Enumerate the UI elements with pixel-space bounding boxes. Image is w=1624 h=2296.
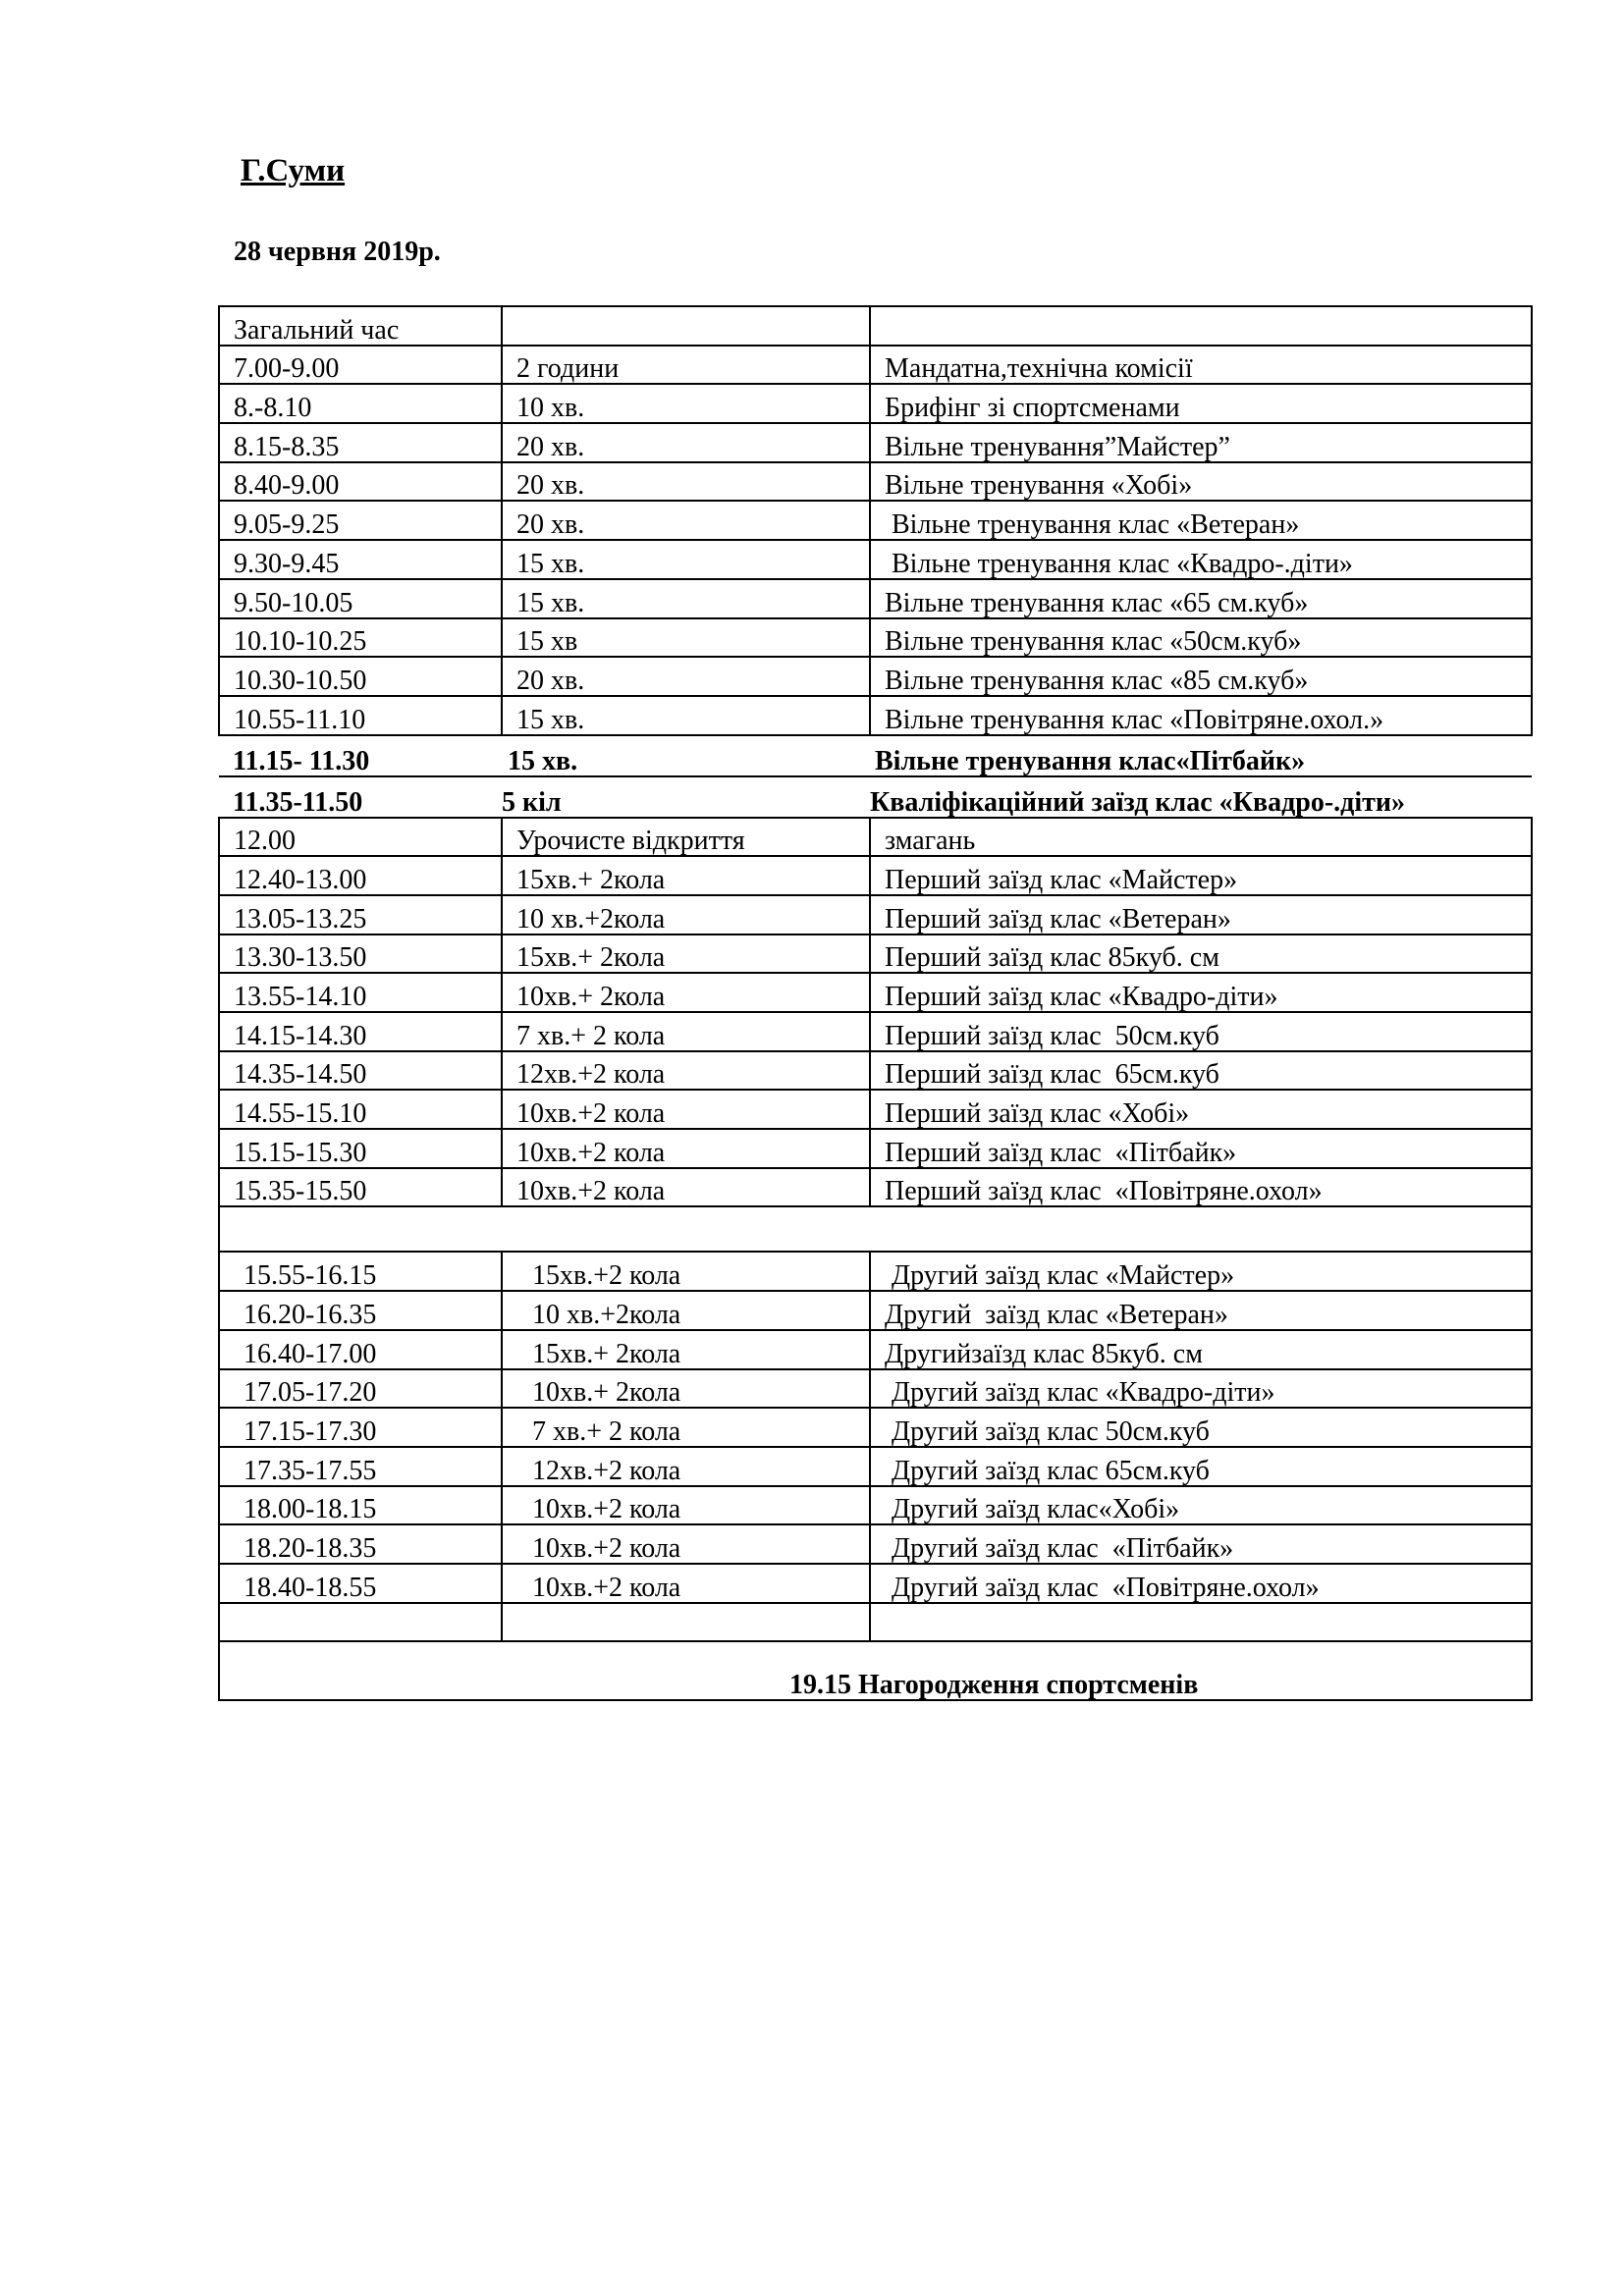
event-cell: Мандатна,технічна комісії	[870, 346, 1532, 385]
event-cell: Вільне тренування клас «85 см.куб»	[870, 657, 1532, 696]
time-cell: 15.55-16.15	[219, 1252, 502, 1291]
duration-cell: 15 хв.	[502, 540, 870, 579]
event-cell: Перший заїзд клас «Хобі»	[870, 1090, 1532, 1129]
event-cell: Вільне тренування клас «65 см.куб»	[870, 579, 1532, 618]
event-cell: Брифінг зі спортсменами	[870, 384, 1532, 423]
event-cell: Перший заїзд клас «Повітряне.охол»	[870, 1168, 1532, 1207]
schedule-table	[218, 305, 1533, 1701]
table-row	[219, 540, 1532, 579]
duration-cell: Урочисте відкриття	[502, 818, 870, 857]
duration-cell: 15хв.+ 2кола	[502, 934, 870, 974]
header-row	[219, 306, 1532, 346]
time-cell: 17.15-17.30	[219, 1408, 502, 1447]
table-row	[219, 696, 1532, 735]
duration-cell: 7 хв.+ 2 кола	[502, 1408, 870, 1447]
event-cell: Другий заїзд клас 65см.куб	[870, 1447, 1532, 1486]
event-cell: Другий заїзд клас «Квадро-діти»	[870, 1369, 1532, 1409]
header-event-cell	[870, 306, 1532, 346]
table-row	[219, 1408, 1532, 1447]
table-row	[219, 973, 1532, 1012]
event-cell: Вільне тренування клас «Повітряне.охол.»	[870, 696, 1532, 735]
duration-cell: 10 хв.+2кола	[502, 1291, 870, 1330]
time-cell: 15.35-15.50	[219, 1168, 502, 1207]
time-cell: 8.15-8.35	[219, 423, 502, 462]
duration-cell: 15 хв.	[502, 579, 870, 618]
empty-cell	[870, 1603, 1532, 1642]
event-cell: Перший заїзд клас «Квадро-діти»	[870, 973, 1532, 1012]
event-cell: Другий заїзд клас«Хобі»	[870, 1486, 1532, 1525]
event-cell: Вільне тренування клас «Ветеран»	[870, 501, 1532, 540]
event-cell: Перший заїзд клас 65см.куб	[870, 1051, 1532, 1091]
duration-cell: 7 хв.+ 2 кола	[502, 1012, 870, 1051]
table-row	[219, 346, 1532, 385]
table-row	[219, 1090, 1532, 1129]
event-cell: Перший заїзд клас «Пітбайк»	[870, 1129, 1532, 1168]
duration-cell: 10хв.+2 кола	[502, 1129, 870, 1168]
table-row	[219, 501, 1532, 540]
event-cell: Другийзаїзд клас 85куб. см	[870, 1330, 1532, 1369]
duration-cell: 12хв.+2 кола	[502, 1051, 870, 1091]
event-cell: Кваліфікаційний заїзд клас «Квадро-.діти»	[870, 776, 1532, 818]
event-cell: Вільне тренування клас«Пітбайк»	[870, 735, 1532, 776]
duration-cell: 12хв.+2 кола	[502, 1447, 870, 1486]
time-cell: 13.55-14.10	[219, 973, 502, 1012]
header-duration-cell	[502, 306, 870, 346]
empty-row	[219, 1603, 1532, 1642]
event-cell: Другий заїзд клас «Пітбайк»	[870, 1524, 1532, 1564]
time-cell: 10.55-11.10	[219, 696, 502, 735]
duration-cell: 10хв.+2 кола	[502, 1564, 870, 1603]
duration-cell: 15 хв.	[502, 696, 870, 735]
time-cell: 11.15- 11.30	[219, 735, 502, 776]
time-cell: 18.00-18.15	[219, 1486, 502, 1525]
empty-cell	[219, 1603, 502, 1642]
spacer-row	[219, 1206, 1532, 1252]
time-cell: 8.40-9.00	[219, 462, 502, 502]
table-row	[219, 1291, 1532, 1330]
award-row	[219, 1641, 1532, 1700]
time-cell: 14.15-14.30	[219, 1012, 502, 1051]
time-cell: 14.55-15.10	[219, 1090, 502, 1129]
event-cell: Другий заїзд клас «Ветеран»	[870, 1291, 1532, 1330]
event-cell: Вільне тренування”Майстер”	[870, 423, 1532, 462]
opening-row	[219, 818, 1532, 857]
table-row	[219, 1252, 1532, 1291]
table-row	[219, 895, 1532, 934]
time-cell: 11.35-11.50	[219, 776, 502, 818]
duration-cell: 10 хв.	[502, 384, 870, 423]
time-cell: 13.30-13.50	[219, 934, 502, 974]
table-row	[219, 1051, 1532, 1091]
table-row	[219, 1486, 1532, 1525]
duration-cell: 2 години	[502, 346, 870, 385]
time-cell: 9.30-9.45	[219, 540, 502, 579]
time-cell: 12.00	[219, 818, 502, 857]
table-row	[219, 934, 1532, 974]
event-cell: Перший заїзд клас 85куб. см	[870, 934, 1532, 974]
time-cell: 12.40-13.00	[219, 856, 502, 895]
event-cell: Вільне тренування клас «50см.куб»	[870, 618, 1532, 658]
event-cell: Другий заїзд клас 50см.куб	[870, 1408, 1532, 1447]
table-row	[219, 423, 1532, 462]
duration-cell: 10хв.+2 кола	[502, 1486, 870, 1525]
time-cell: 16.40-17.00	[219, 1330, 502, 1369]
time-cell: 18.40-18.55	[219, 1564, 502, 1603]
time-cell: 15.15-15.30	[219, 1129, 502, 1168]
table-row	[219, 618, 1532, 658]
empty-cell	[502, 1603, 870, 1642]
event-cell: Перший заїзд клас «Майстер»	[870, 856, 1532, 895]
table-row	[219, 657, 1532, 696]
duration-cell: 20 хв.	[502, 657, 870, 696]
time-cell: 14.35-14.50	[219, 1051, 502, 1091]
spacer-cell	[219, 1206, 1532, 1252]
table-row	[219, 1129, 1532, 1168]
time-cell: 13.05-13.25	[219, 895, 502, 934]
duration-cell: 5 кіл	[502, 776, 870, 818]
duration-cell: 20 хв.	[502, 423, 870, 462]
event-cell: змагань	[870, 818, 1532, 857]
event-date: 28 червня 2019р.	[234, 237, 441, 267]
time-cell: 10.10-10.25	[219, 618, 502, 658]
table-row	[219, 579, 1532, 618]
table-row	[219, 1524, 1532, 1564]
duration-cell: 20 хв.	[502, 462, 870, 502]
time-cell: 9.50-10.05	[219, 579, 502, 618]
header-time-cell: Загальний час	[219, 306, 502, 346]
event-cell: Другий заїзд клас «Повітряне.охол»	[870, 1564, 1532, 1603]
time-cell: 9.05-9.25	[219, 501, 502, 540]
time-cell: 17.35-17.55	[219, 1447, 502, 1486]
duration-cell: 20 хв.	[502, 501, 870, 540]
duration-cell: 15хв.+ 2кола	[502, 856, 870, 895]
table-row	[219, 1012, 1532, 1051]
duration-cell: 10хв.+2 кола	[502, 1524, 870, 1564]
time-cell: 17.05-17.20	[219, 1369, 502, 1409]
duration-cell: 10хв.+2 кола	[502, 1168, 870, 1207]
table-row	[219, 776, 1532, 818]
duration-cell: 15 хв	[502, 618, 870, 658]
table-row	[219, 1330, 1532, 1369]
duration-cell: 10хв.+2 кола	[502, 1090, 870, 1129]
time-cell: 10.30-10.50	[219, 657, 502, 696]
table-row	[219, 1564, 1532, 1603]
table-row	[219, 462, 1532, 502]
time-cell: 18.20-18.35	[219, 1524, 502, 1564]
event-cell: Вільне тренування клас «Квадро-.діти»	[870, 540, 1532, 579]
table-row	[219, 1168, 1532, 1207]
event-cell: Перший заїзд клас «Ветеран»	[870, 895, 1532, 934]
duration-cell: 15хв.+2 кола	[502, 1252, 870, 1291]
duration-cell: 15хв.+ 2кола	[502, 1330, 870, 1369]
duration-cell: 10хв.+ 2кола	[502, 973, 870, 1012]
table-row	[219, 1447, 1532, 1486]
event-cell: Перший заїзд клас 50см.куб	[870, 1012, 1532, 1051]
award-text: 19.15 Нагородження спортсменів	[789, 1670, 1199, 1701]
table-row	[219, 384, 1532, 423]
city-heading: Г.Суми	[241, 153, 346, 188]
time-cell: 8.-8.10	[219, 384, 502, 423]
time-cell: 7.00-9.00	[219, 346, 502, 385]
duration-cell: 10хв.+ 2кола	[502, 1369, 870, 1409]
award-cell	[219, 1641, 1532, 1700]
duration-cell: 10 хв.+2кола	[502, 895, 870, 934]
table-row	[219, 856, 1532, 895]
table-row	[219, 735, 1532, 776]
event-cell: Другий заїзд клас «Майстер»	[870, 1252, 1532, 1291]
table-row	[219, 1369, 1532, 1409]
event-cell: Вільне тренування «Хобі»	[870, 462, 1532, 502]
duration-cell: 15 хв.	[502, 735, 870, 776]
time-cell: 16.20-16.35	[219, 1291, 502, 1330]
